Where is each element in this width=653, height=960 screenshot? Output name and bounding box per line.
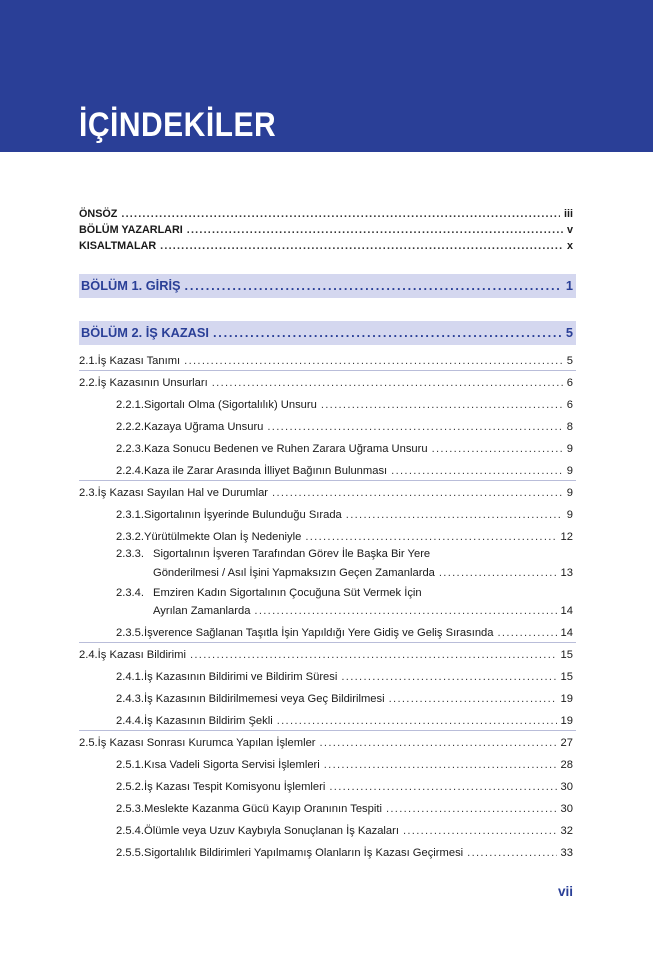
toc-page: 13 [560,567,573,579]
toc-page: 28 [560,759,573,771]
dot-leader [324,758,557,772]
toc-number: 2.2.4. [116,465,144,477]
toc-number: 2.4.3. [116,693,144,705]
toc-front-onsoz[interactable] [79,207,573,221]
dot-leader [212,376,563,390]
dot-leader [277,714,557,728]
dot-leader [213,326,562,340]
toc-label: Kazaya Uğrama Unsuru [144,421,264,433]
toc-entry[interactable] [79,648,573,662]
toc-number: 2.3.3. [116,548,144,560]
toc-page: v [566,224,573,236]
toc-number: 2.2. [79,377,98,389]
toc-entry[interactable] [153,604,573,618]
dot-leader [432,442,563,456]
toc-label: İş Kazası Tespit Komisyonu İşlemleri [144,781,326,793]
toc-label: Sigortalının İşyerinde Bulunduğu Sırada [144,509,342,521]
toc-entry[interactable] [116,508,573,522]
toc-entry[interactable] [116,758,573,772]
dot-leader [467,846,556,860]
toc-number: 2.1. [79,355,98,367]
dot-leader [187,223,563,237]
header-banner [0,0,653,152]
toc-entry[interactable] [116,420,573,434]
toc-number: 2.2.2. [116,421,144,433]
toc-entry[interactable] [116,824,573,838]
dot-leader [254,604,556,618]
dot-leader [320,736,557,750]
toc-front-bolum-yazarlari[interactable] [79,223,573,237]
toc-number: 2.5.1. [116,759,144,771]
toc-label: İşverence Sağlanan Taşıtla İşin Yapıldığı Yere Gidiş ve Geliş Sırasında [144,627,494,639]
dot-leader [439,566,557,580]
toc-number: 2.5.3. [116,803,144,815]
dot-leader [498,626,557,640]
page-title: İÇİNDEKİLER [79,106,277,144]
toc-page: 9 [566,443,573,455]
toc-number: 2.4.4. [116,715,144,727]
toc-label: İş Kazasının Bildirim Şekli [144,715,273,727]
toc-chapter-1[interactable] [81,279,573,293]
toc-entry[interactable] [116,626,573,640]
dot-leader [305,530,556,544]
toc-page: 6 [566,377,573,389]
divider [79,480,576,481]
toc-page: 19 [560,693,573,705]
dot-leader [321,398,563,412]
toc-page: 14 [560,627,573,639]
toc-page: 1 [565,278,573,293]
toc-page: 32 [560,825,573,837]
dot-leader [272,486,563,500]
toc-number: 2.3.5. [116,627,144,639]
toc-page: 30 [560,781,573,793]
dot-leader [329,780,556,794]
toc-label: İş Kazasının Unsurları [97,377,208,389]
toc-number: 2.2.3. [116,443,144,455]
toc-number: 2.5.2. [116,781,144,793]
toc-number: 2.3.4. [116,587,144,599]
toc-page: 5 [565,325,573,340]
toc-page: 15 [560,671,573,683]
toc-number: 2.3.2. [116,531,144,543]
toc-label: Ölümle veya Uzuv Kaybıyla Sonuçlanan İş Kazaları [144,825,399,837]
toc-entry[interactable] [116,714,573,728]
dot-leader [184,354,563,368]
divider [79,370,576,371]
toc-entry[interactable] [79,376,573,390]
dot-leader [121,207,560,221]
toc-page: 12 [560,531,573,543]
toc-label: Sigortalı Olma (Sigortalılık) Unsuru [144,399,317,411]
toc-entry[interactable] [116,464,573,478]
toc-number: 2.2.1. [116,399,144,411]
divider [79,642,576,643]
toc-entry[interactable] [116,846,573,860]
toc-label-line2: Ayrılan Zamanlarda [153,605,251,617]
toc-label: BÖLÜM 1. GİRİŞ [81,278,181,293]
toc-label: Sigortalılık Bildirimleri Yapılmamış Olanların İş Kazası Geçirmesi [144,847,464,859]
toc-entry[interactable] [116,530,573,544]
toc-label: Meslekte Kazanma Gücü Kayıp Oranının Tespiti [144,803,382,815]
toc-label: BÖLÜM 2. İŞ KAZASI [81,325,209,340]
toc-label: BÖLÜM YAZARLARI [79,224,183,236]
toc-entry[interactable] [116,442,573,456]
toc-front-kisaltmalar[interactable] [79,239,573,253]
toc-page: iii [564,208,573,220]
toc-page: 9 [566,465,573,477]
toc-page: 5 [566,355,573,367]
toc-entry[interactable] [116,802,573,816]
toc-page: x [566,240,573,252]
page-number: vii [557,884,573,899]
toc-label: Kısa Vadeli Sigorta Servisi İşlemleri [144,759,320,771]
toc-label: İş Kazası Sonrası Kurumca Yapılan İşlemler [97,737,316,749]
toc-label-line1: Emziren Kadın Sigortalının Çocuğuna Süt Vermek İçin [153,587,422,599]
toc-label-line2: Gönderilmesi / Asıl İşini Yapmaksızın Geçen Zamanlarda [153,567,435,579]
dot-leader [160,239,563,253]
toc-label: Yürütülmekte Olan İş Nedeniyle [144,531,302,543]
dot-leader [346,508,563,522]
toc-label: Kaza Sonucu Bedenen ve Ruhen Zarara Uğrama Unsuru [144,443,428,455]
dot-leader [391,464,563,478]
toc-label: İş Kazasının Bildirilmemesi veya Geç Bildirilmesi [144,693,385,705]
toc-label: ÖNSÖZ [79,208,118,220]
toc-entry[interactable] [79,486,573,500]
toc-page: 15 [560,649,573,661]
toc-label-line1: Sigortalının İşveren Tarafından Görev İle Başka Bir Yere [153,548,431,560]
toc-label: İş Kazası Tanımı [97,355,181,367]
dot-leader [341,670,556,684]
toc-label: Kaza ile Zarar Arasında İlliyet Bağının Bulunması [144,465,388,477]
toc-page: 9 [566,509,573,521]
toc-number: 2.5.5. [116,847,144,859]
toc-page: 9 [566,487,573,499]
toc-entry[interactable] [116,780,573,794]
toc-page: 33 [560,847,573,859]
toc-number: 2.5.4. [116,825,144,837]
dot-leader [267,420,562,434]
toc-label: İş Kazası Sayılan Hal ve Durumlar [97,487,269,499]
toc-label: İş Kazası Bildirimi [97,649,186,661]
toc-label: KISALTMALAR [79,240,157,252]
toc-entry[interactable] [79,736,573,750]
divider [79,730,576,731]
toc-label: İş Kazasının Bildirimi ve Bildirim Süresi [144,671,338,683]
toc-number: 2.5. [79,737,98,749]
toc-entry[interactable] [116,692,573,706]
toc-number: 2.4.1. [116,671,144,683]
toc-page: 14 [560,605,573,617]
toc-page: 6 [566,399,573,411]
toc-page: 30 [560,803,573,815]
toc-entry[interactable] [79,354,573,368]
toc-page: 19 [560,715,573,727]
dot-leader [389,692,557,706]
toc-page: 8 [566,421,573,433]
dot-leader [185,279,562,293]
toc-entry[interactable] [116,670,573,684]
dot-leader [386,802,557,816]
dot-leader [403,824,557,838]
toc-entry[interactable] [116,398,573,412]
toc-chapter-2[interactable] [81,326,573,340]
toc-number: 2.4. [79,649,98,661]
toc-number: 2.3. [79,487,98,499]
toc-number: 2.3.1. [116,509,144,521]
toc-entry[interactable] [153,566,573,580]
dot-leader [190,648,557,662]
toc-page: 27 [560,737,573,749]
